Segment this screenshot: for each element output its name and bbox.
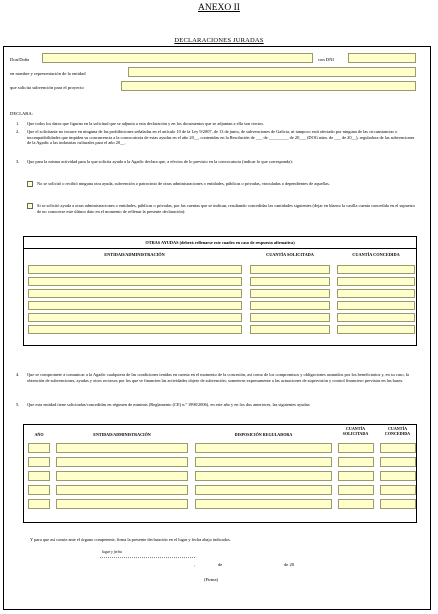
annex-heading: ANEXO II — [198, 3, 240, 13]
column-header-entity: ENTIDAD/ADMINISTRACIÓN — [93, 432, 151, 437]
granted-amount-cell[interactable] — [380, 457, 416, 467]
entity-cell[interactable] — [28, 313, 242, 322]
regulation-cell[interactable] — [195, 457, 332, 467]
entity-cell[interactable] — [28, 265, 242, 274]
column-header-entity: ENTIDAD/ADMINISTRACIÓN — [104, 252, 165, 257]
entity-cell[interactable] — [28, 277, 242, 286]
place-line — [100, 557, 195, 558]
no-aid-option-text: No se solicitó o recibió ninguna otra ayuda, subvención o patrocinio de otras administraciones o entidades, públicas o privadas, vinculadas o dependientes de aquellas. — [37, 181, 330, 186]
year-cell[interactable] — [28, 457, 50, 467]
item-text: Que el solicitante no incurre en ninguna de las prohibiciones señaladas en el artículo 10 de la Ley 9/2007, de 13 de junio, de subvenciones de Galicia, ni tampoco está afectado por ninguna de las circunstancias o incompatibilidades que impiden su concurrencia a la convocatoria de estas ayudas en el año 20__, contenidas en la Resolución de ___ de _________ de 20___ (DOG núm. de ___ de 20__), reguladora de las subvenciones de la Agadic a las industrias culturales para el año 20__. — [27, 129, 415, 146]
column-header-requested: CUANTÍA SOLICITADA — [266, 252, 314, 257]
requested-amount-cell[interactable] — [250, 325, 330, 334]
item-text: Que se compromete a comunicar a la Agadic cualquiera de las condiciones tenidas en cuenta en el momento de la concesión, así como de los compromisos y obligaciones asumidos por los beneficiarios y, en su caso, la obtención de subvenciones, ayudas y otros recursos por los que se financien las actividades objeto de subvención; someterse expresamente a las actuaciones de supervisión y control financiero previstas en las bases. — [27, 372, 409, 383]
granted-amount-cell[interactable] — [380, 485, 416, 495]
declara-heading: DECLARA: — [10, 111, 33, 116]
granted-amount-cell[interactable] — [337, 301, 415, 310]
requested-amount-cell[interactable] — [250, 313, 330, 322]
requested-amount-cell[interactable] — [338, 443, 374, 453]
column-header-granted: CUANTÍA CONCEDIDA — [352, 252, 400, 257]
entity-cell[interactable] — [56, 499, 188, 509]
requested-amount-cell[interactable] — [338, 499, 374, 509]
requested-amount-cell[interactable] — [250, 265, 330, 274]
item-text: Que todos los datos que figuran en la solicitud que se adjunta a esta declaración y en los documentos que se adjuntan a ella son ciertos. — [27, 121, 265, 126]
comma-separator: , — [194, 562, 196, 567]
closing-statement: Y para que así conste ante el órgano competente, firma la presente declaración en el lugar y fecha abajo indicados. — [30, 537, 231, 542]
other-aid-checkbox[interactable] — [27, 203, 33, 209]
item-number: 1. — [16, 121, 20, 126]
entity-cell[interactable] — [28, 325, 242, 334]
year-cell[interactable] — [28, 471, 50, 481]
regulation-cell[interactable] — [195, 443, 332, 453]
regulation-cell[interactable] — [195, 485, 332, 495]
signature-label: (Firma) — [204, 577, 219, 582]
date-de-2: de 20 — [284, 562, 295, 567]
entity-field[interactable] — [128, 67, 416, 77]
granted-amount-cell[interactable] — [380, 499, 416, 509]
column-header-requested: CUANTÍA SOLICITADA — [342, 426, 369, 436]
entity-cell[interactable] — [56, 443, 188, 453]
project-label: que solicita subvención para el proyecto — [10, 85, 84, 90]
granted-amount-cell[interactable] — [337, 265, 415, 274]
entity-cell[interactable] — [56, 457, 188, 467]
regulation-cell[interactable] — [195, 499, 332, 509]
form-title: DECLARACIONES JURADAS — [174, 37, 264, 44]
requested-amount-cell[interactable] — [338, 485, 374, 495]
requested-amount-cell[interactable] — [250, 277, 330, 286]
other-aid-option-text: Si se solicitó ayuda a otras administraciones o entidades, públicas o privadas, por las cuentas que se indican, resultando concedidas las cantidades siguientes (dejar en blanco la casilla cuenta concedida en el supuesto de no conocerse este último dato en el momento de rellenar la presente declaración): — [37, 203, 415, 214]
item-text: Que para la misma actividad para la que solicita ayuda a la Agadic declara que, a efectos de lo previsto en la convocatoria (indicar lo que corresponda): — [27, 159, 293, 164]
other-aid-table-title: OTRAS AYUDAS (deberá rellenarse este cuadro en caso de respuesta afirmativa) — [145, 240, 295, 245]
year-cell[interactable] — [28, 499, 50, 509]
requested-amount-cell[interactable] — [338, 471, 374, 481]
date-de-1: de — [218, 562, 223, 567]
item-number: 3. — [16, 159, 20, 164]
item-number: 4. — [16, 372, 20, 377]
item-text: Que esta entidad tiene solicitadas/concedidas en régimen de minimis (Reglamento (CE) n.º 1998/2006), en este año y en los dos anteriores, las siguientes ayudas: — [27, 402, 311, 407]
entity-cell[interactable] — [56, 471, 188, 481]
entity-cell[interactable] — [56, 485, 188, 495]
id-field[interactable] — [348, 53, 416, 63]
column-header-granted: CUANTÍA CONCEDIDA — [384, 426, 411, 436]
project-field[interactable] — [121, 81, 416, 91]
table-divider — [23, 248, 417, 249]
granted-amount-cell[interactable] — [337, 313, 415, 322]
column-header-year: AÑO — [34, 432, 44, 437]
id-label: con DNI — [318, 57, 334, 62]
granted-amount-cell[interactable] — [337, 289, 415, 298]
column-header-regulation: DISPOSICIÓN REGULADORA — [234, 432, 293, 437]
no-aid-checkbox[interactable] — [27, 181, 33, 187]
entity-cell[interactable] — [28, 301, 242, 310]
year-cell[interactable] — [28, 443, 50, 453]
name-label: Don/Doña — [10, 57, 30, 62]
granted-amount-cell[interactable] — [337, 277, 415, 286]
item-number: 5. — [16, 402, 20, 407]
granted-amount-cell[interactable] — [380, 471, 416, 481]
place-date-label: lugar y fecha — [102, 550, 123, 554]
name-field[interactable] — [42, 53, 313, 63]
granted-amount-cell[interactable] — [337, 325, 415, 334]
entity-cell[interactable] — [28, 289, 242, 298]
requested-amount-cell[interactable] — [250, 289, 330, 298]
representation-label: en nombre y representación de la entidad — [10, 71, 86, 76]
year-cell[interactable] — [28, 485, 50, 495]
regulation-cell[interactable] — [195, 471, 332, 481]
granted-amount-cell[interactable] — [380, 443, 416, 453]
item-number: 2. — [16, 129, 20, 134]
requested-amount-cell[interactable] — [250, 301, 330, 310]
requested-amount-cell[interactable] — [338, 457, 374, 467]
